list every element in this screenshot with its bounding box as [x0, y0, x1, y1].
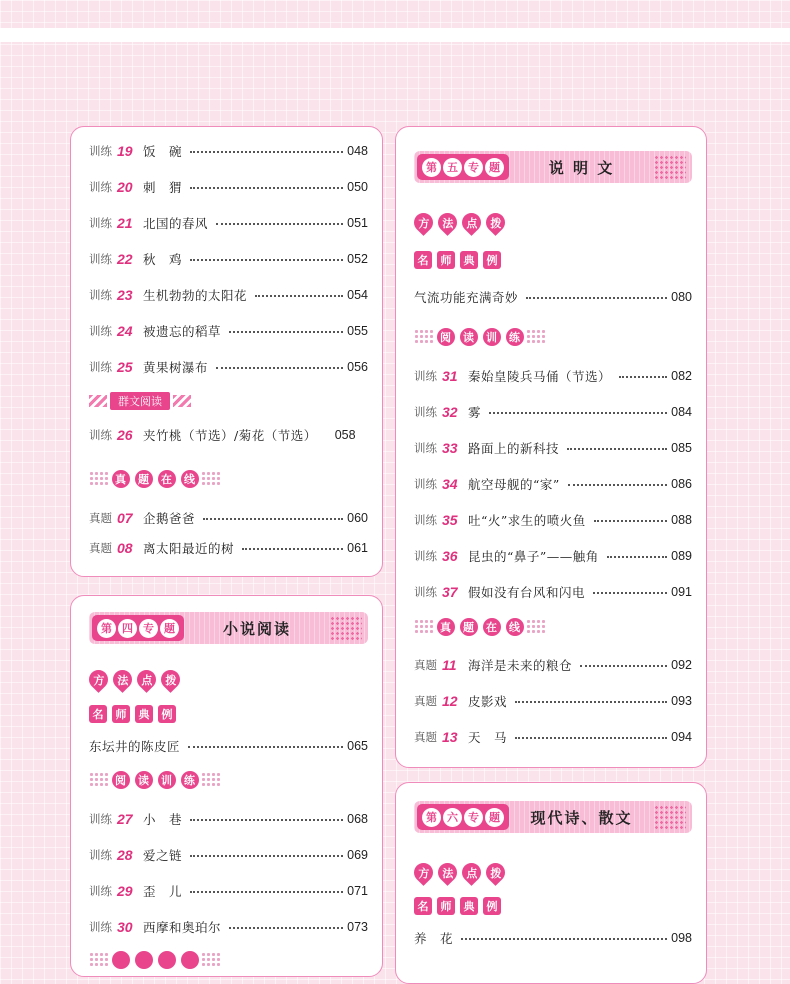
- grid-deco: [414, 619, 434, 635]
- label-char: [158, 951, 176, 969]
- toc-entry[interactable]: [89, 915, 368, 939]
- entry-title: 企鹅爸爸: [143, 511, 196, 526]
- label-char: 在: [158, 470, 176, 488]
- entry-number: 22: [117, 251, 133, 267]
- label-char: 训: [483, 328, 501, 346]
- unit-tag: [92, 615, 184, 641]
- leader-dots: [461, 938, 667, 940]
- entry-number: 08: [117, 540, 133, 556]
- pin-badge: 法: [434, 859, 461, 886]
- qunwen-label: [89, 393, 191, 409]
- dot-deco: [654, 155, 686, 179]
- entry-number: 33: [442, 440, 458, 456]
- entry-kind: 训练: [89, 848, 112, 862]
- label-char: 真: [112, 470, 130, 488]
- entry-kind: 训练: [89, 428, 112, 442]
- entry-number: 32: [442, 404, 458, 420]
- entry-number: 13: [442, 729, 458, 745]
- entry-title: 吐“火”求生的喷火鱼: [468, 513, 586, 528]
- entry-page: 089: [671, 549, 692, 563]
- entry-kind: 训练: [414, 369, 437, 383]
- entry-title: 秋 鸡: [143, 252, 183, 267]
- leader-dots: [580, 665, 667, 667]
- entry-kind: 训练: [89, 324, 112, 338]
- grid-deco: [201, 952, 221, 968]
- toc-entry[interactable]: [89, 139, 368, 163]
- leader-dots: [568, 484, 667, 486]
- label-char: 读: [135, 771, 153, 789]
- entry-page: 091: [671, 585, 692, 599]
- toc-entry[interactable]: [89, 843, 368, 867]
- toc-entry[interactable]: [414, 472, 692, 496]
- toc-entry[interactable]: [89, 734, 368, 758]
- pin-badge: 点: [133, 666, 160, 693]
- dot-deco: [330, 616, 362, 640]
- entry-page: 048: [347, 144, 368, 158]
- label-char: 题: [135, 470, 153, 488]
- entry-number: 19: [117, 143, 133, 159]
- label-char: 例: [483, 897, 501, 915]
- entry-kind: 训练: [89, 180, 112, 194]
- entry-kind: 训练: [414, 477, 437, 491]
- label-char: 师: [437, 897, 455, 915]
- label-char: [135, 951, 153, 969]
- toc-panel-continued: [70, 126, 383, 577]
- entry-number: 21: [117, 215, 133, 231]
- toc-entry[interactable]: [414, 653, 692, 677]
- pin-badge: 点: [458, 859, 485, 886]
- toc-entry[interactable]: [414, 689, 692, 713]
- entry-page: 088: [671, 513, 692, 527]
- label-char: 线: [181, 470, 199, 488]
- entry-page: 050: [347, 180, 368, 194]
- tag-char: 四: [118, 619, 137, 638]
- toc-entry[interactable]: [89, 247, 368, 271]
- label-char: 师: [437, 251, 455, 269]
- entry-title: 黄果树瀑布: [143, 360, 209, 375]
- toc-entry[interactable]: [414, 580, 692, 604]
- leader-dots: [489, 412, 667, 414]
- label-char: [181, 951, 199, 969]
- entry-kind: 训练: [89, 812, 112, 826]
- entry-title: 气流功能充满奇妙: [414, 290, 519, 305]
- label-char: 练: [506, 328, 524, 346]
- toc-panel-unit-6: [395, 782, 707, 984]
- entry-page: 093: [671, 694, 692, 708]
- entry-title: 海洋是未来的粮仓: [468, 658, 573, 673]
- unit-title: 说 明 文: [548, 158, 615, 177]
- entry-number: 37: [442, 584, 458, 600]
- entry-kind: 训练: [414, 441, 437, 455]
- entry-page: 085: [671, 441, 692, 455]
- tag-char: 五: [443, 158, 462, 177]
- entry-page: 058: [334, 428, 356, 442]
- leader-dots: [203, 518, 343, 520]
- grid-deco: [526, 619, 546, 635]
- pin-badge: 方: [410, 859, 437, 886]
- leader-dots: [229, 331, 343, 333]
- toc-entry[interactable]: [414, 436, 692, 460]
- tag-char: 六: [443, 808, 462, 827]
- leader-dots: [242, 548, 343, 550]
- entry-title: 天 马: [468, 730, 508, 745]
- dot-deco: [654, 805, 686, 829]
- entry-number: 23: [117, 287, 133, 303]
- label-char: 训: [158, 771, 176, 789]
- entry-kind: 真题: [414, 730, 437, 744]
- leader-dots: [594, 520, 667, 522]
- entry-title: 西摩和奥珀尔: [143, 920, 222, 935]
- entry-page: 082: [671, 369, 692, 383]
- leader-dots: [190, 819, 343, 821]
- leader-dots: [515, 737, 667, 739]
- entry-page: 051: [347, 216, 368, 230]
- entry-number: 29: [117, 883, 133, 899]
- toc-entry[interactable]: [89, 423, 368, 447]
- zhenti-label: [89, 469, 221, 489]
- zhenti-label-cut: [89, 950, 221, 970]
- tag-char: 第: [422, 808, 441, 827]
- grid-deco: [89, 952, 109, 968]
- entry-number: 12: [442, 693, 458, 709]
- leader-dots: [567, 448, 667, 450]
- entry-title: 养 花: [414, 931, 454, 946]
- leader-dots: [526, 297, 667, 299]
- toc-entry[interactable]: [414, 544, 692, 568]
- leader-dots: [188, 746, 343, 748]
- tag-char: 专: [139, 619, 158, 638]
- leader-dots: [190, 259, 343, 261]
- label-char: 名: [89, 705, 107, 723]
- tag-char: 题: [485, 808, 504, 827]
- unit-header: [414, 801, 692, 833]
- toc-entry[interactable]: [89, 283, 368, 307]
- grid-deco: [201, 471, 221, 487]
- entry-kind: 真题: [414, 658, 437, 672]
- entry-title: 昆虫的“鼻子”——触角: [468, 549, 599, 564]
- label-char: 名: [414, 897, 432, 915]
- grid-deco: [89, 772, 109, 788]
- zhenti-label: [414, 617, 546, 637]
- entry-kind: 真题: [89, 541, 112, 555]
- leader-dots: [593, 592, 667, 594]
- top-divider-band: [0, 28, 790, 42]
- toc-entry[interactable]: [414, 508, 692, 532]
- pin-badge: 方: [410, 209, 437, 236]
- entry-kind: 训练: [414, 585, 437, 599]
- entry-title: 东坛井的陈皮匠: [89, 739, 181, 754]
- entry-number: 34: [442, 476, 458, 492]
- entry-title: 秦始皇陵兵马俑（节选）: [468, 369, 612, 384]
- unit-tag: [417, 154, 509, 180]
- entry-kind: 训练: [414, 513, 437, 527]
- label-char: 读: [460, 328, 478, 346]
- entry-page: 055: [347, 324, 368, 338]
- entry-title: 航空母舰的“家”: [468, 477, 560, 492]
- entry-page: 086: [671, 477, 692, 491]
- entry-page: 092: [671, 658, 692, 672]
- entry-title: 夹竹桃（节选）/菊花（节选）: [143, 428, 317, 443]
- tag-char: 专: [464, 158, 483, 177]
- grid-deco: [201, 772, 221, 788]
- entry-title: 路面上的新科技: [468, 441, 560, 456]
- label-char: 例: [158, 705, 176, 723]
- pin-badge: 拨: [482, 859, 509, 886]
- unit-header: [414, 151, 692, 183]
- toc-entry[interactable]: [414, 926, 692, 950]
- entry-kind: 训练: [414, 549, 437, 563]
- label-char: [112, 951, 130, 969]
- entry-page: 094: [671, 730, 692, 744]
- entry-title: 雾: [468, 405, 482, 420]
- entry-kind: 训练: [89, 360, 112, 374]
- entry-number: 07: [117, 510, 133, 526]
- label-char: 典: [460, 251, 478, 269]
- toc-entry[interactable]: [89, 355, 368, 379]
- unit-tag: [417, 804, 509, 830]
- entry-title: 小 巷: [143, 812, 183, 827]
- entry-title: 被遗忘的稻草: [143, 324, 222, 339]
- method-label: [414, 213, 510, 232]
- mingshi-label: [89, 705, 181, 723]
- entry-number: 36: [442, 548, 458, 564]
- entry-kind: 真题: [414, 694, 437, 708]
- leader-dots: [229, 927, 343, 929]
- entry-page: 065: [347, 739, 368, 753]
- entry-number: 28: [117, 847, 133, 863]
- entry-title: 皮影戏: [468, 694, 508, 709]
- entry-page: 084: [671, 405, 692, 419]
- entry-kind: 训练: [89, 920, 112, 934]
- leader-dots: [607, 556, 667, 558]
- stripe-deco: [89, 395, 107, 407]
- leader-dots: [190, 891, 343, 893]
- leader-dots: [515, 701, 667, 703]
- toc-entry[interactable]: [89, 211, 368, 235]
- label-char: 题: [460, 618, 478, 636]
- entry-title: 假如没有台风和闪电: [468, 585, 586, 600]
- pin-badge: 法: [434, 209, 461, 236]
- label-char: 典: [135, 705, 153, 723]
- method-label: [89, 670, 185, 689]
- entry-number: 31: [442, 368, 458, 384]
- entry-number: 24: [117, 323, 133, 339]
- entry-title: 歪 儿: [143, 884, 183, 899]
- leader-dots: [619, 376, 667, 378]
- toc-entry[interactable]: [89, 175, 368, 199]
- toc-entry[interactable]: [89, 807, 368, 831]
- label-char: 例: [483, 251, 501, 269]
- entry-page: 060: [347, 511, 368, 525]
- entry-kind: 训练: [89, 288, 112, 302]
- entry-number: 20: [117, 179, 133, 195]
- toc-panel-unit-5: [395, 126, 707, 768]
- entry-page: 054: [347, 288, 368, 302]
- tag-char: 专: [464, 808, 483, 827]
- grid-deco: [89, 471, 109, 487]
- mingshi-label: [414, 251, 506, 269]
- unit-header: [89, 612, 368, 644]
- leader-dots: [190, 855, 343, 857]
- entry-kind: 训练: [89, 252, 112, 266]
- tag-char: 第: [97, 619, 116, 638]
- entry-kind: 训练: [414, 405, 437, 419]
- yuedu-label: [414, 327, 546, 347]
- label-char: 师: [112, 705, 130, 723]
- grid-deco: [414, 329, 434, 345]
- pin-badge: 方: [85, 666, 112, 693]
- entry-kind: 真题: [89, 511, 112, 525]
- grid-deco: [526, 329, 546, 345]
- tag-char: 第: [422, 158, 441, 177]
- entry-title: 北国的春风: [143, 216, 209, 231]
- entry-number: 26: [117, 427, 133, 443]
- qunwen-text: 群文阅读: [110, 392, 170, 410]
- entry-number: 30: [117, 919, 133, 935]
- leader-dots: [190, 151, 343, 153]
- entry-kind: 训练: [89, 884, 112, 898]
- entry-title: 离太阳最近的树: [143, 541, 235, 556]
- toc-entry[interactable]: [414, 285, 692, 309]
- tag-char: 题: [160, 619, 179, 638]
- leader-dots: [190, 187, 343, 189]
- pin-badge: 拨: [482, 209, 509, 236]
- pin-badge: 法: [109, 666, 136, 693]
- entry-page: 056: [347, 360, 368, 374]
- entry-number: 27: [117, 811, 133, 827]
- label-char: 典: [460, 897, 478, 915]
- entry-page: 073: [347, 920, 368, 934]
- entry-page: 080: [671, 290, 692, 304]
- toc-entry[interactable]: [89, 506, 368, 530]
- entry-title: 饭 碗: [143, 144, 183, 159]
- toc-entry[interactable]: [414, 725, 692, 749]
- label-char: 线: [506, 618, 524, 636]
- yuedu-label: [89, 770, 221, 790]
- leader-dots: [216, 223, 343, 225]
- entry-page: 098: [671, 931, 692, 945]
- label-char: 阅: [112, 771, 130, 789]
- entry-number: 25: [117, 359, 133, 375]
- leader-dots: [216, 367, 343, 369]
- mingshi-label: [414, 897, 506, 915]
- unit-title: 小说阅读: [222, 619, 291, 638]
- entry-page: 069: [347, 848, 368, 862]
- label-char: 练: [181, 771, 199, 789]
- tag-char: 题: [485, 158, 504, 177]
- leader-dots: [255, 295, 343, 297]
- entry-kind: 训练: [89, 216, 112, 230]
- method-label: [414, 863, 510, 882]
- entry-page: 061: [347, 541, 368, 555]
- entry-number: 11: [442, 657, 457, 673]
- entry-title: 生机勃勃的太阳花: [143, 288, 248, 303]
- toc-panel-unit-4: [70, 595, 383, 977]
- unit-title: 现代诗、散文: [530, 808, 633, 827]
- label-char: 名: [414, 251, 432, 269]
- toc-entry[interactable]: [414, 400, 692, 424]
- entry-page: 068: [347, 812, 368, 826]
- entry-page: 071: [347, 884, 368, 898]
- pin-badge: 拨: [157, 666, 184, 693]
- entry-kind: 训练: [89, 144, 112, 158]
- entry-title: 爱之链: [143, 848, 183, 863]
- toc-entry[interactable]: [89, 319, 368, 343]
- toc-entry[interactable]: [89, 879, 368, 903]
- toc-entry[interactable]: [89, 536, 368, 560]
- toc-entry[interactable]: [414, 364, 692, 388]
- pin-badge: 点: [458, 209, 485, 236]
- entry-number: 35: [442, 512, 458, 528]
- entry-title: 刺 猬: [143, 180, 183, 195]
- label-char: 真: [437, 618, 455, 636]
- label-char: 阅: [437, 328, 455, 346]
- stripe-deco: [173, 395, 191, 407]
- entry-page: 052: [347, 252, 368, 266]
- label-char: 在: [483, 618, 501, 636]
